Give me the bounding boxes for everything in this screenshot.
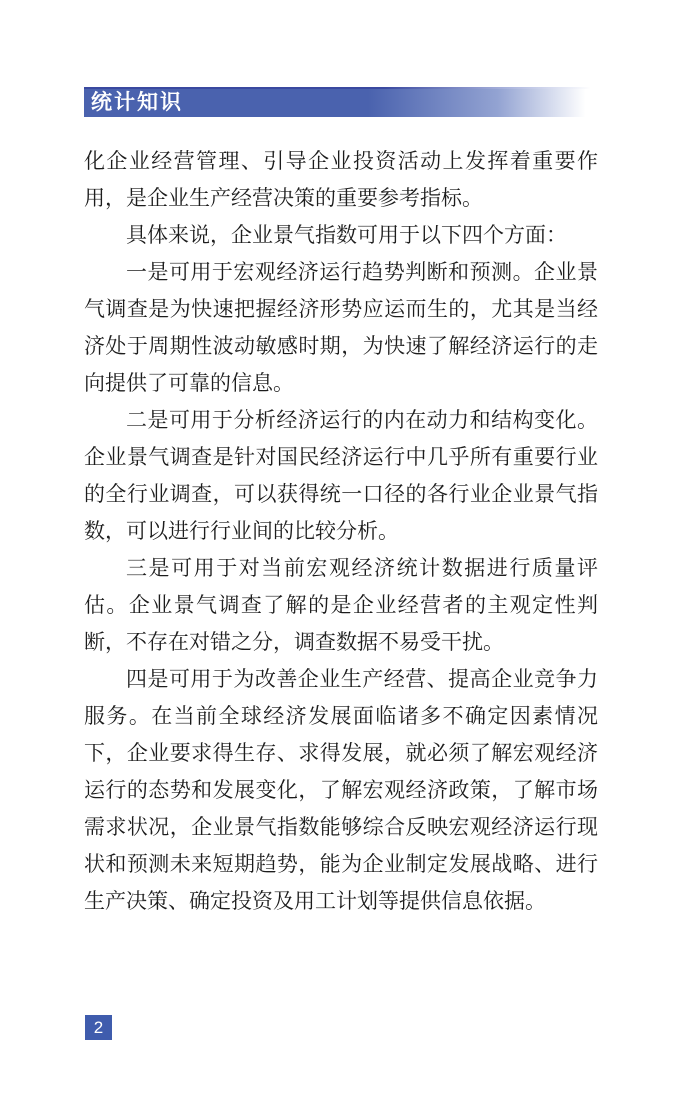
paragraph-point-4: 四是可用于为改善企业生产经营、提高企业竞争力服务。在当前全球经济发展面临诸多不确定因素情况下，企业要求得生存、求得发展，就必须了解宏观经济运行的态势和发展变化，了解宏观经济政策，了解市场需求状况，企业景气指数能够综合反映宏观经济运行现状和预测未来短期趋势，能为企业制定发展战略、进行生产决策、确定投资及用工计划等提供信息依据。 <box>84 667 598 913</box>
header-band <box>84 89 601 117</box>
page-number-box <box>85 1015 112 1040</box>
paragraph-intro: 具体来说，企业景气指数可用于以下四个方面： <box>126 223 567 247</box>
paragraph-point-2: 二是可用于分析经济运行的内在动力和结构变化。企业景气调查是针对国民经济运行中几乎所有重要行业的全行业调查，可以获得统一口径的各行业企业景气指数，可以进行行业间的比较分析。 <box>84 408 598 543</box>
page-body <box>84 143 598 920</box>
paragraph-point-3: 三是可用于对当前宏观经济统计数据进行质量评估。企业景气调查了解的是企业经营者的主观定性判断，不存在对错之分，调查数据不易受干扰。 <box>84 556 598 654</box>
section-title: 统计知识 <box>91 91 183 114</box>
paragraph-point-1: 一是可用于宏观经济运行趋势判断和预测。企业景气调查是为快速把握经济形势应运而生的，尤其是当经济处于周期性波动敏感时期，为快速了解经济运行的走向提供了可靠的信息。 <box>84 260 598 395</box>
page-number: 2 <box>93 1018 104 1037</box>
paragraph-continuation: 化企业经营管理、引导企业投资活动上发挥着重要作用，是企业生产经营决策的重要参考指标。 <box>84 149 598 210</box>
section-header <box>84 87 601 117</box>
